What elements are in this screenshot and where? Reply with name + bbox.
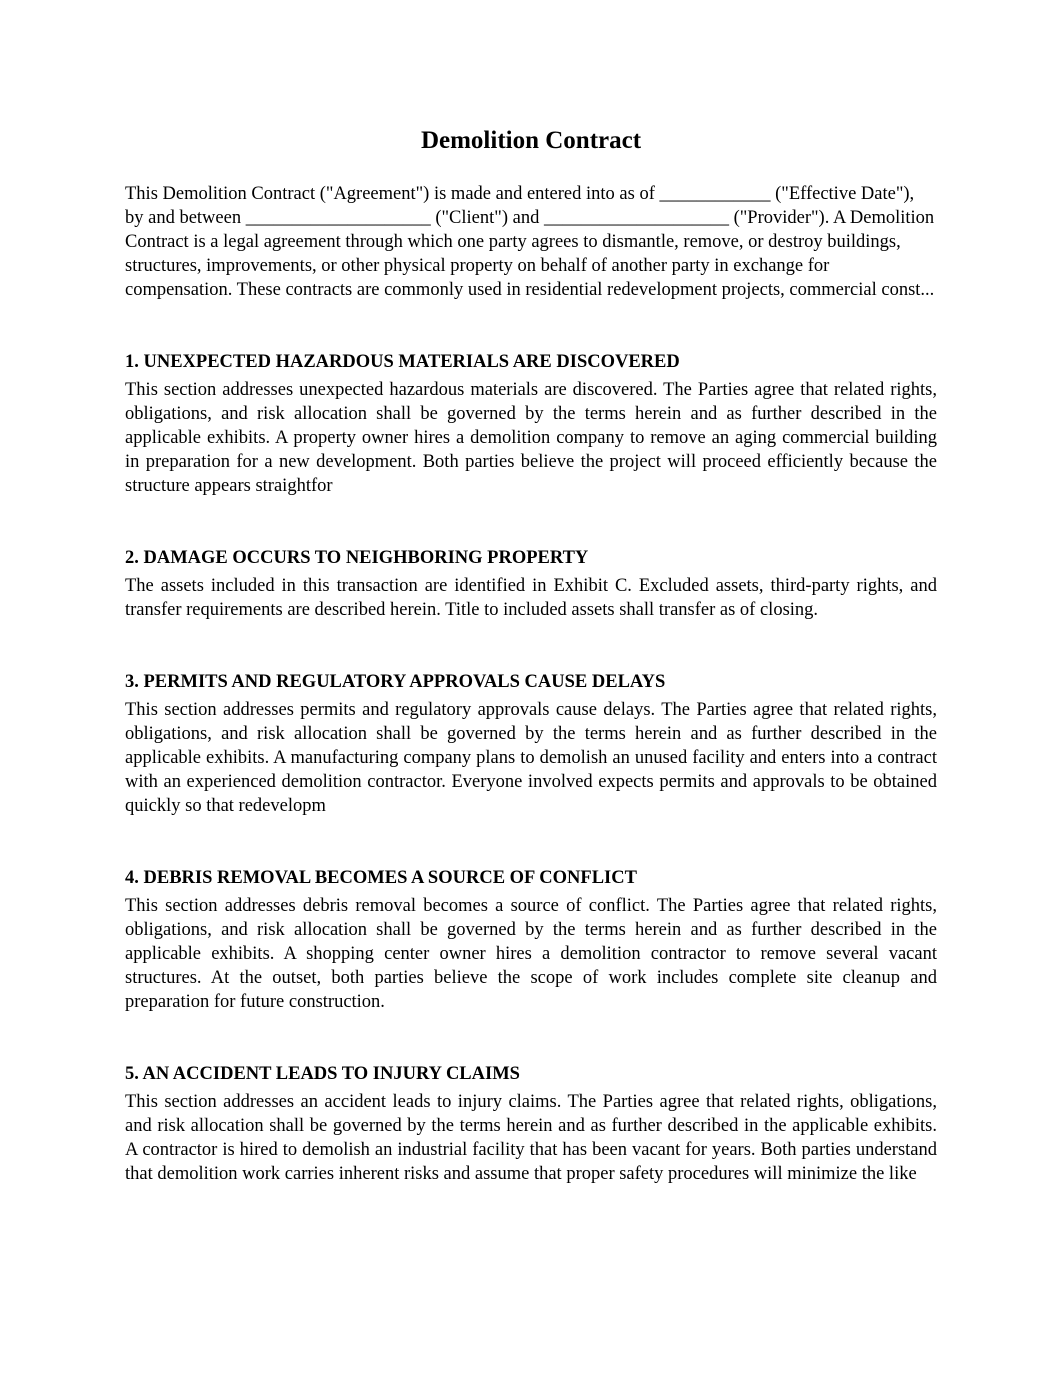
section-body: This section addresses permits and regulatory approvals cause delays. The Parties agree that related rights, obligations, and risk allocation shall be governed by the terms herein and as further described in the applicable exhibits. A manufacturing company plans to demolish an unused facility and enters into a contract with an experienced demolition contractor. Everyone involved expects permits and approvals to be obtained quickly so that redevelopm [125, 700, 937, 816]
section-body: This section addresses unexpected hazardous materials are discovered. The Parties agree that related rights, obligations, and risk allocation shall be governed by the terms herein and as further described in the applicable exhibits. A property owner hires a demolition company to remove an aging commercial building in preparation for a new development. Both parties believe the project will proceed efficiently because the structure appears straightfor [125, 380, 937, 496]
section-4 [125, 866, 937, 1014]
section-body: The assets included in this transaction are identified in Exhibit C. Excluded assets, third-party rights, and transfer requirements are described herein. Title to included assets shall transfer as of closing. [125, 576, 937, 620]
section-heading: 3. PERMITS AND REGULATORY APPROVALS CAUSE DELAYS [125, 672, 666, 692]
section-3 [125, 670, 937, 818]
intro-paragraph: This Demolition Contract ("Agreement") is made and entered into as of ____________ ("Effective Date"), by and between ____________________ ("Client") and ____________________ ("Provider"). A Demolition Contract is a legal agreement through which one party agrees to dismantle, remove, or destroy buildings, structures, improvements, or other physical property on behalf of another party in exchange for compensation. These contracts are commonly used in residential redevelopment projects, commercial const... [125, 184, 935, 300]
section-heading: 2. DAMAGE OCCURS TO NEIGHBORING PROPERTY [125, 548, 589, 568]
section-1 [125, 350, 937, 498]
section-5 [125, 1062, 937, 1186]
section-heading: 4. DEBRIS REMOVAL BECOMES A SOURCE OF CONFLICT [125, 868, 637, 888]
section-2 [125, 546, 937, 622]
section-body: This section addresses debris removal becomes a source of conflict. The Parties agree that related rights, obligations, and risk allocation shall be governed by the terms herein and as further described in the applicable exhibits. A shopping center owner hires a demolition contractor to remove several vacant structures. At the outset, both parties believe the scope of work includes complete site cleanup and preparation for future construction. [125, 896, 937, 1012]
section-heading: 5. AN ACCIDENT LEADS TO INJURY CLAIMS [125, 1064, 520, 1084]
document-title: Demolition Contract [420, 127, 642, 154]
section-heading: 1. UNEXPECTED HAZARDOUS MATERIALS ARE DISCOVERED [125, 352, 680, 372]
section-body: This section addresses an accident leads to injury claims. The Parties agree that related rights, obligations, and risk allocation shall be governed by the terms herein and as further described in the applicable exhibits. A contractor is hired to demolish an industrial facility that has been vacant for years. Both parties understand that demolition work carries inherent risks and assume that proper safety procedures will minimize the like [125, 1092, 937, 1184]
document-page [125, 124, 937, 1186]
